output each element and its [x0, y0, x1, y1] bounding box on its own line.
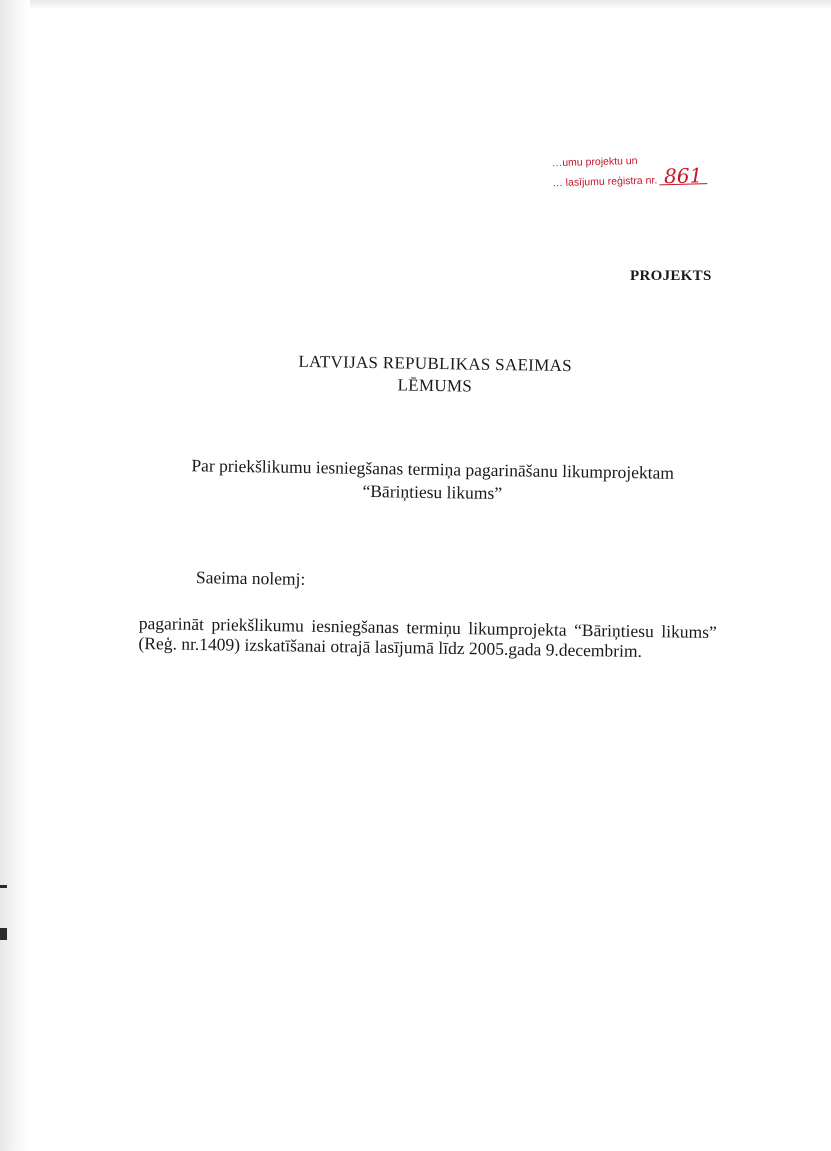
- stamp-line-2: [552, 163, 722, 191]
- document-title: [230, 350, 641, 400]
- document-subject: [150, 454, 716, 509]
- registry-number: 861: [659, 167, 707, 185]
- decision-intro: Saeima nolemj:: [195, 567, 306, 589]
- subject-line-2: “Bāriņtiesu likums”: [362, 480, 503, 504]
- scan-mark: [0, 885, 7, 888]
- scan-left-edge: [0, 0, 30, 1151]
- scan-top-edge: [0, 0, 831, 9]
- registry-stamp: [552, 152, 723, 191]
- subject-line-1: Par priekšlikumu iesniegšanas termiņa pagarināšanu likumprojektam: [191, 455, 675, 483]
- draft-marker: PROJEKTS: [630, 268, 712, 284]
- stamp-label: … lasījumu reģistra nr.: [552, 174, 658, 190]
- title-line-1: LATVIJAS REPUBLIKAS SAEIMAS: [298, 351, 573, 376]
- scan-mark: [0, 928, 7, 940]
- decision-body: pagarināt priekšlikumu iesniegšanas termiņu likumprojekta “Bāriņtiesu likums” (Reģ. nr.1409) izskatīšanai otrajā lasījumā līdz 2005.gada 9.decembrim.: [138, 613, 717, 661]
- title-line-2: LĒMUMS: [397, 375, 473, 396]
- stamp-line-1: …umu projektu un: [551, 154, 638, 170]
